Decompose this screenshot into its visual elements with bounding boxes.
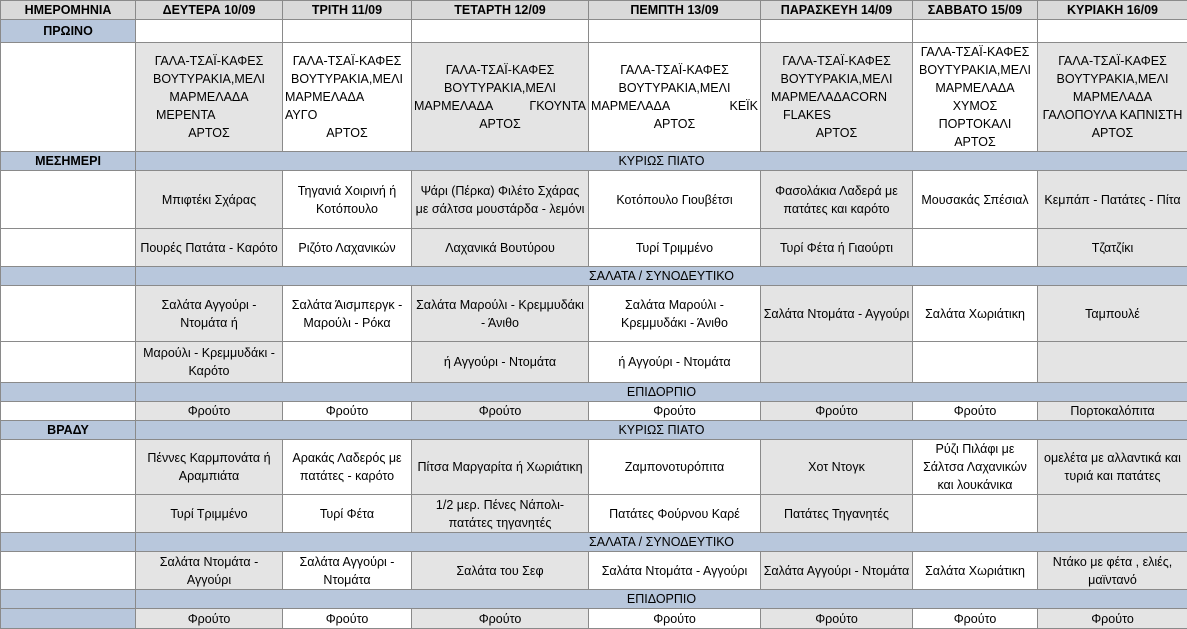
dish-cell: Πουρές Πατάτα - Καρότο [136,229,283,267]
lunch-salad-row-2 [1,342,1187,383]
dish-cell [1038,495,1187,533]
dessert-cell: Φρούτο [589,402,761,421]
dessert-cell: Φρούτο [412,609,589,629]
dish-cell: 1/2 μερ. Πένες Νάπολι-πατάτες τηγανητές [412,495,589,533]
lunch-dessert-row [1,402,1187,421]
dish-cell: Ρύζι Πιλάφι με Σάλτσα Λαχανικών και λουκάνικα [913,440,1038,495]
dinner-label: ΒΡΑΔΥ [1,421,136,440]
breakfast-cell: ΓΑΛΑ-ΤΣΑΪ-ΚΑΦΕΣ ΒΟΥΤΥΡΑΚΙΑ,ΜΕΛΙ ΜΑΡΜΕΛΑΔΑ ΜΕΡΕΝΤΑ ΑΡΤΟΣ [136,43,283,152]
salad-cell [283,342,412,383]
dessert-cell: Φρούτο [761,402,913,421]
dinner-section-row [1,421,1187,440]
salad-cell: Σαλάτα Αγγούρι - Ντομάτα [761,552,913,590]
dessert-cell: Φρούτο [589,609,761,629]
breakfast-cell: ΓΑΛΑ-ΤΣΑΪ-ΚΑΦΕΣ ΒΟΥΤΥΡΑΚΙΑ,ΜΕΛΙ ΜΑΡΜΕΛΑΔΑ ΚΕΪΚ ΑΡΤΟΣ [589,43,761,152]
dish-cell: Τζατζίκι [1038,229,1187,267]
salad-cell: ή Αγγούρι - Ντομάτα [589,342,761,383]
lunch-main-row [1,171,1187,229]
dessert-cell: Πορτοκαλόπιτα [1038,402,1187,421]
salad-cell: Σαλάτα Ντομάτα - Αγγούρι [761,286,913,342]
breakfast-cell: ΓΑΛΑ-ΤΣΑΪ-ΚΑΦΕΣ ΒΟΥΤΥΡΑΚΙΑ,ΜΕΛΙ ΜΑΡΜΕΛΑΔΑ ΧΥΜΟΣ ΠΟΡΤΟΚΑΛΙ ΑΡΤΟΣ [913,43,1038,152]
day-header: ΚΥΡΙΑΚΗ 16/09 [1038,1,1187,20]
salad-cell: Σαλάτα Ντομάτα - Αγγούρι [589,552,761,590]
dish-cell: Πατάτες Φούρνου Καρέ [589,495,761,533]
lunch-main-heading: ΚΥΡΙΩΣ ΠΙΑΤΟ [136,152,1187,171]
salad-cell [913,342,1038,383]
dish-cell: Κοτόπουλο Γιουβέτσι [589,171,761,229]
dessert-cell: Φρούτο [412,402,589,421]
dish-cell: Πέννες Καρμπονάτα ή Αραμπιάτα [136,440,283,495]
dessert-cell: Φρούτο [136,402,283,421]
day-header: ΤΕΤΑΡΤΗ 12/09 [412,1,589,20]
dessert-cell: Φρούτο [136,609,283,629]
lunch-salad-heading-row [1,267,1187,286]
dinner-salad-heading-row [1,533,1187,552]
dish-cell [913,229,1038,267]
dish-cell: Πατάτες Τηγανητές [761,495,913,533]
dessert-cell: Φρούτο [913,402,1038,421]
lunch-side-row [1,229,1187,267]
dish-cell: Ψάρι (Πέρκα) Φιλέτο Σχάρας με σάλτσα μουστάρδα - λεμόνι [412,171,589,229]
breakfast-cell: ΓΑΛΑ-ΤΣΑΪ-ΚΑΦΕΣ ΒΟΥΤΥΡΑΚΙΑ,ΜΕΛΙ ΜΑΡΜΕΛΑΔΑ ΓΚΟΥΝΤΑ ΑΡΤΟΣ [412,43,589,152]
dish-cell: Ζαμπονοτυρόπιτα [589,440,761,495]
dinner-dessert-heading: ΕΠΙΔΟΡΠΙΟ [136,590,1187,609]
dinner-side-row [1,495,1187,533]
lunch-dessert-heading-row [1,383,1187,402]
lunch-label: ΜΕΣΗΜΕΡΙ [1,152,136,171]
header-row [1,1,1187,20]
dinner-salad-row [1,552,1187,590]
day-header: ΠΕΜΠΤΗ 13/09 [589,1,761,20]
dish-cell: Τυρί Τριμμένο [136,495,283,533]
dessert-cell: Φρούτο [913,609,1038,629]
lunch-salad-heading: ΣΑΛΑΤΑ / ΣΥΝΟΔΕΥΤΙΚΟ [136,267,1187,286]
salad-cell: ή Αγγούρι - Ντομάτα [412,342,589,383]
dessert-cell: Φρούτο [283,609,412,629]
salad-cell: Σαλάτα Ντομάτα - Αγγούρι [136,552,283,590]
day-header: ΣΑΒΒΑΤΟ 15/09 [913,1,1038,20]
dish-cell: Αρακάς Λαδερός με πατάτες - καρότο [283,440,412,495]
salad-cell: Ντάκο με φέτα , ελιές, μαϊντανό [1038,552,1187,590]
lunch-dessert-heading: ΕΠΙΔΟΡΠΙΟ [136,383,1187,402]
lunch-salad-row [1,286,1187,342]
dish-cell: Λαχανικά Βουτύρου [412,229,589,267]
salad-cell [761,342,913,383]
dessert-cell: Φρούτο [1038,609,1187,629]
salad-cell: Σαλάτα Χωριάτικη [913,286,1038,342]
dinner-salad-heading: ΣΑΛΑΤΑ / ΣΥΝΟΔΕΥΤΙΚΟ [136,533,1187,552]
dinner-main-heading: ΚΥΡΙΩΣ ΠΙΑΤΟ [136,421,1187,440]
dish-cell: Ριζότο Λαχανικών [283,229,412,267]
salad-cell: Μαρούλι - Κρεμμυδάκι - Καρότο [136,342,283,383]
salad-cell: Ταμπουλέ [1038,286,1187,342]
breakfast-row [1,43,1187,152]
dish-cell: Τηγανιά Χοιρινή ή Κοτόπουλο [283,171,412,229]
dish-cell: Τυρί Φέτα [283,495,412,533]
dinner-dessert-row [1,609,1187,629]
dish-cell: ομελέτα με αλλαντικά και τυριά και πατάτες [1038,440,1187,495]
dish-cell: Πίτσα Μαργαρίτα ή Χωριάτικη [412,440,589,495]
salad-cell: Σαλάτα Μαρούλι - Κρεμμυδάκι - Άνιθο [589,286,761,342]
breakfast-label-row [1,20,1187,43]
dish-cell: Τυρί Φέτα ή Γιαούρτι [761,229,913,267]
breakfast-cell: ΓΑΛΑ-ΤΣΑΪ-ΚΑΦΕΣ ΒΟΥΤΥΡΑΚΙΑ,ΜΕΛΙ ΜΑΡΜΕΛΑΔΑ ΓΑΛΟΠΟΥΛΑ ΚΑΠΝΙΣΤΗ ΑΡΤΟΣ [1038,43,1187,152]
breakfast-label: ΠΡΩΙΝΟ [1,20,136,43]
date-header: ΗΜΕΡΟΜΗΝΙΑ [1,1,136,20]
dish-cell: Χοτ Ντογκ [761,440,913,495]
dish-cell: Κεμπάπ - Πατάτες - Πίτα [1038,171,1187,229]
dish-cell: Μουσακάς Σπέσιαλ [913,171,1038,229]
breakfast-cell: ΓΑΛΑ-ΤΣΑΪ-ΚΑΦΕΣ ΒΟΥΤΥΡΑΚΙΑ,ΜΕΛΙ ΜΑΡΜΕΛΑΔΑ CORN FLAKES ΑΡΤΟΣ [761,43,913,152]
dinner-dessert-heading-row [1,590,1187,609]
dish-cell: Μπιφτέκι Σχάρας [136,171,283,229]
salad-cell [1038,342,1187,383]
dessert-cell: Φρούτο [761,609,913,629]
day-header: ΠΑΡΑΣΚΕΥΗ 14/09 [761,1,913,20]
day-header: ΔΕΥΤΕΡΑ 10/09 [136,1,283,20]
breakfast-cell: ΓΑΛΑ-ΤΣΑΪ-ΚΑΦΕΣ ΒΟΥΤΥΡΑΚΙΑ,ΜΕΛΙ ΜΑΡΜΕΛΑΔΑ ΑΥΓΟ ΑΡΤΟΣ [283,43,412,152]
salad-cell: Σαλάτα Αγγούρι - Ντομάτα ή [136,286,283,342]
dish-cell: Τυρί Τριμμένο [589,229,761,267]
salad-cell: Σαλάτα Χωριάτικη [913,552,1038,590]
dish-cell [913,495,1038,533]
lunch-section-row [1,152,1187,171]
salad-cell: Σαλάτα Άισμπεργκ - Μαρούλι - Ρόκα [283,286,412,342]
dish-cell: Φασολάκια Λαδερά με πατάτες και καρότο [761,171,913,229]
day-header: ΤΡΙΤΗ 11/09 [283,1,412,20]
dessert-cell: Φρούτο [283,402,412,421]
dinner-main-row [1,440,1187,495]
salad-cell: Σαλάτα Μαρούλι - Κρεμμυδάκι - Άνιθο [412,286,589,342]
salad-cell: Σαλάτα του Σεφ [412,552,589,590]
salad-cell: Σαλάτα Αγγούρι - Ντομάτα [283,552,412,590]
